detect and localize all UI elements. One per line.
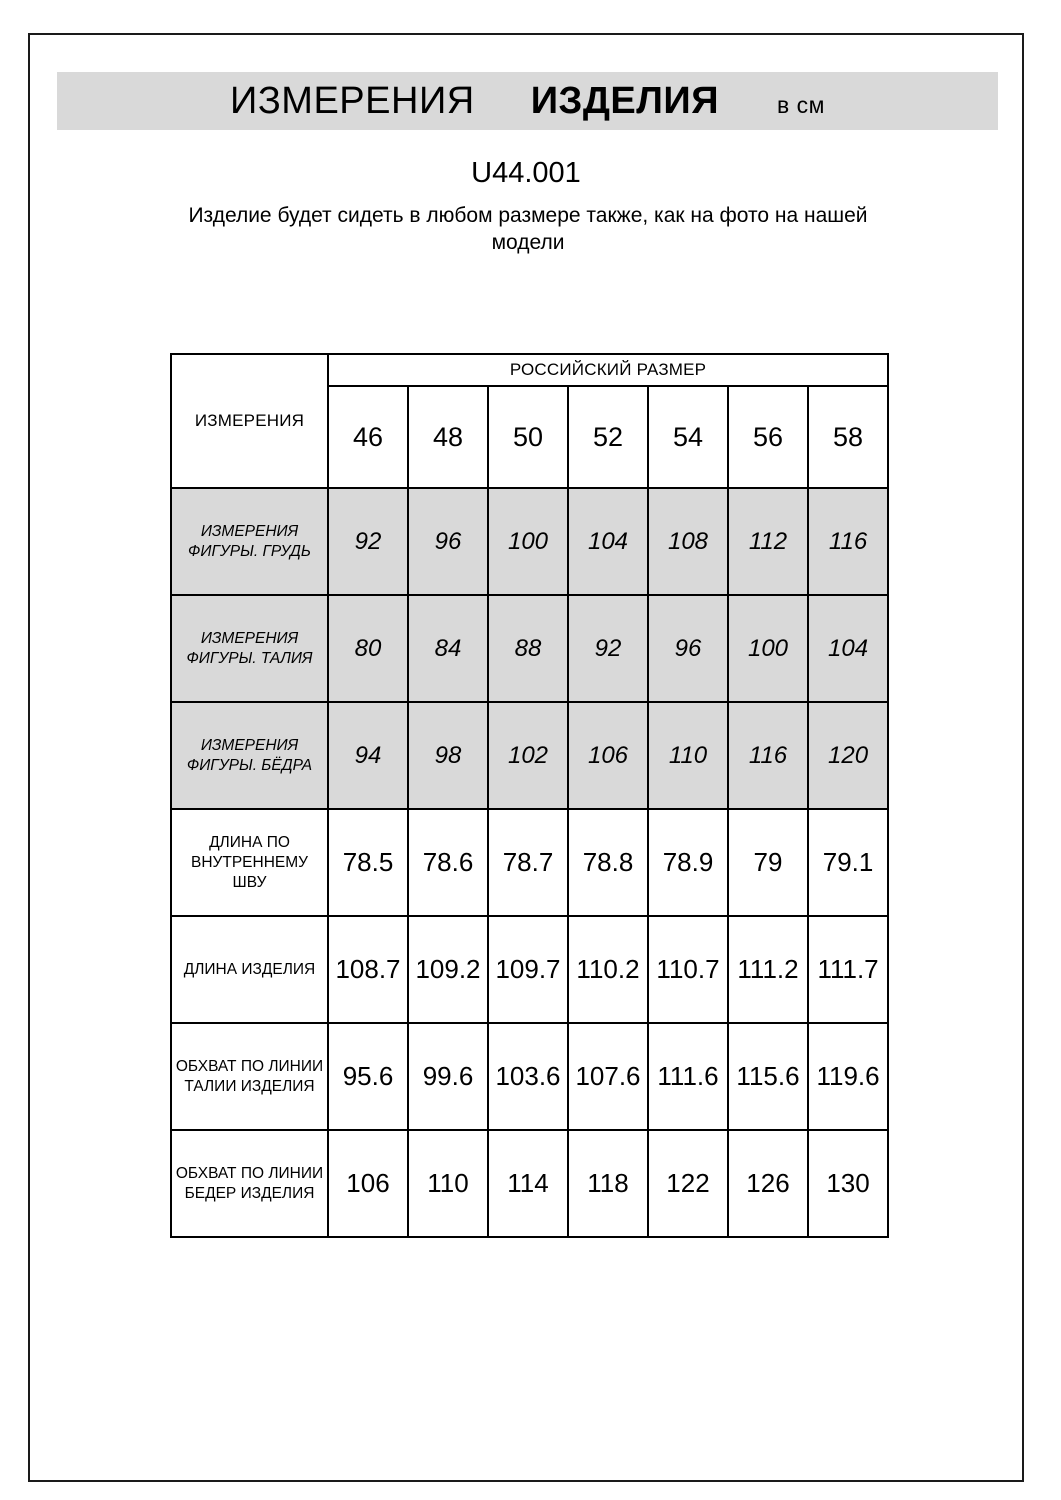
cell-3-4: 78.9 [648, 809, 728, 916]
cell-2-0: 94 [328, 702, 408, 809]
table-head [171, 354, 888, 488]
table-header-group-row [171, 354, 888, 386]
cell-3-2: 78.7 [488, 809, 568, 916]
cell-4-3: 110.2 [568, 916, 648, 1023]
cell-3-5: 79 [728, 809, 808, 916]
row-label-5: ОБХВАТ ПО ЛИНИИ ТАЛИИ ИЗДЕЛИЯ [171, 1023, 328, 1130]
cell-6-0: 106 [328, 1130, 408, 1237]
cell-0-5: 112 [728, 488, 808, 595]
cell-1-0: 80 [328, 595, 408, 702]
cell-0-2: 100 [488, 488, 568, 595]
row-label-0: ИЗМЕРЕНИЯ ФИГУРЫ. ГРУДЬ [171, 488, 328, 595]
column-header-russian-size: РОССИЙСКИЙ РАЗМЕР [328, 354, 888, 386]
size-header-6: 58 [808, 386, 888, 488]
cell-4-0: 108.7 [328, 916, 408, 1023]
size-header-1: 48 [408, 386, 488, 488]
cell-2-3: 106 [568, 702, 648, 809]
cell-0-6: 116 [808, 488, 888, 595]
cell-3-1: 78.6 [408, 809, 488, 916]
row-label-2: ИЗМЕРЕНИЯ ФИГУРЫ. БЁДРА [171, 702, 328, 809]
cell-5-5: 115.6 [728, 1023, 808, 1130]
size-header-3: 52 [568, 386, 648, 488]
table-row [171, 1130, 888, 1237]
page-title-secondary: ИЗДЕЛИЯ [530, 79, 720, 122]
page-title-primary: ИЗМЕРЕНИЯ [230, 79, 475, 122]
table-row [171, 809, 888, 916]
cell-0-1: 96 [408, 488, 488, 595]
size-header-0: 46 [328, 386, 408, 488]
cell-6-4: 122 [648, 1130, 728, 1237]
row-label-4: ДЛИНА ИЗДЕЛИЯ [171, 916, 328, 1023]
cell-2-5: 116 [728, 702, 808, 809]
cell-1-1: 84 [408, 595, 488, 702]
cell-4-6: 111.7 [808, 916, 888, 1023]
cell-2-4: 110 [648, 702, 728, 809]
cell-3-3: 78.8 [568, 809, 648, 916]
cell-6-2: 114 [488, 1130, 568, 1237]
cell-2-1: 98 [408, 702, 488, 809]
cell-2-6: 120 [808, 702, 888, 809]
measurement-unit-label: в см [777, 91, 825, 118]
table-row [171, 595, 888, 702]
cell-5-6: 119.6 [808, 1023, 888, 1130]
cell-6-5: 126 [728, 1130, 808, 1237]
size-chart-container [170, 353, 887, 1238]
cell-5-3: 107.6 [568, 1023, 648, 1130]
table-row [171, 488, 888, 595]
fit-note: Изделие будет сидеть в любом размере также, как на фото на нашей модели [188, 204, 868, 254]
header-banner [57, 72, 998, 130]
cell-4-2: 109.7 [488, 916, 568, 1023]
cell-4-1: 109.2 [408, 916, 488, 1023]
size-chart-table [170, 353, 889, 1238]
article-code: U44.001 [471, 157, 581, 189]
row-label-3: ДЛИНА ПО ВНУТРЕННЕМУ ШВУ [171, 809, 328, 916]
column-header-measurements: ИЗМЕРЕНИЯ [171, 354, 328, 488]
cell-1-4: 96 [648, 595, 728, 702]
cell-4-4: 110.7 [648, 916, 728, 1023]
cell-0-4: 108 [648, 488, 728, 595]
size-header-5: 56 [728, 386, 808, 488]
cell-0-3: 104 [568, 488, 648, 595]
cell-1-3: 92 [568, 595, 648, 702]
cell-3-6: 79.1 [808, 809, 888, 916]
cell-1-5: 100 [728, 595, 808, 702]
cell-1-2: 88 [488, 595, 568, 702]
table-row [171, 916, 888, 1023]
cell-1-6: 104 [808, 595, 888, 702]
header-banner-text [230, 80, 825, 123]
cell-5-0: 95.6 [328, 1023, 408, 1130]
size-header-4: 54 [648, 386, 728, 488]
cell-6-3: 118 [568, 1130, 648, 1237]
size-header-2: 50 [488, 386, 568, 488]
cell-0-0: 92 [328, 488, 408, 595]
cell-6-6: 130 [808, 1130, 888, 1237]
document-page [28, 33, 1024, 1482]
cell-2-2: 102 [488, 702, 568, 809]
table-row [171, 702, 888, 809]
cell-6-1: 110 [408, 1130, 488, 1237]
table-row [171, 1023, 888, 1130]
cell-5-1: 99.6 [408, 1023, 488, 1130]
row-label-6: ОБХВАТ ПО ЛИНИИ БЕДЕР ИЗДЕЛИЯ [171, 1130, 328, 1237]
cell-5-2: 103.6 [488, 1023, 568, 1130]
cell-3-0: 78.5 [328, 809, 408, 916]
cell-5-4: 111.6 [648, 1023, 728, 1130]
table-body [171, 488, 888, 1237]
row-label-1: ИЗМЕРЕНИЯ ФИГУРЫ. ТАЛИЯ [171, 595, 328, 702]
cell-4-5: 111.2 [728, 916, 808, 1023]
